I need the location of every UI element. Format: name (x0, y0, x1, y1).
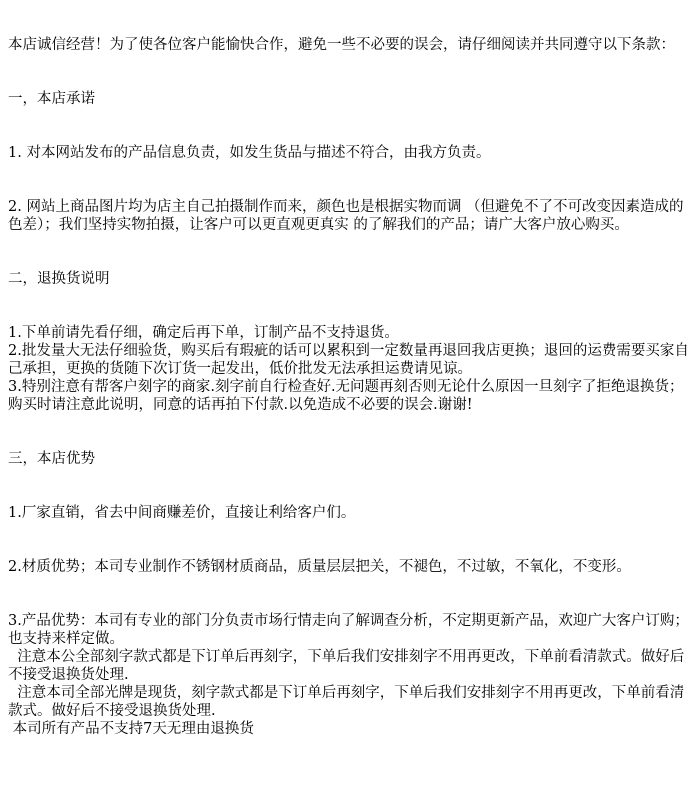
returns-item-3: 3.特别注意有帮客户刻字的商家.刻字前自行检查好.无问题再刻否则无论什么原因一旦刻字了拒绝退换货；购买时请注意此说明，同意的话再拍下付款.以免造成不必要的误会.谢谢! (8, 379, 684, 413)
section-heading-returns: 二，退换货说明 (8, 271, 110, 287)
commitment-item-2: 2. 网站上商品图片均为店主自己拍摄制作而来，颜色也是根据实物而调 （但避免不了不可改变因素造成的色差）；我们坚持实物拍摄，让客户可以更直观更真实 的了解我们的产品；请广大客户放心购买。 (8, 199, 684, 233)
section-heading-commitment: 一，本店承诺 (8, 91, 95, 107)
section-heading-advantages: 三，本店优势 (8, 451, 95, 467)
advantages-item-1: 1.厂家直销，省去中间商赚差价，直接让利给客户们。 (8, 505, 356, 521)
store-terms-notice (8, 0, 692, 738)
intro-text: 本店诚信经营！为了使各位客户能愉快合作，避免一些不必要的误会，请仔细阅读并共同遵守以下条款： (8, 37, 675, 53)
no-return-note: 本司所有产品不支持7天无理由退换货 (8, 721, 254, 737)
returns-item-2: 2.批发量大无法仔细验货，购买后有瑕疵的话可以累积到一定数量再退回我店更换；退回的运费需要买家自己承担，更换的货随下次订货一起发出，低价批发无法承担运费请见谅。 (8, 343, 689, 377)
engraving-note-1: 注意本公全部刻字款式都是下订单后再刻字，下单后我们安排刻字不用再更改，下单前看清款式。做好后不接受退换货处理. (8, 649, 685, 683)
advantages-item-3: 3.产品优势：本司有专业的部门分负责市场行情走向了解调查分析，不定期更新产品，欢迎广大客户订购；也支持来样定做。 (8, 613, 689, 647)
commitment-item-1: 1. 对本网站发布的产品信息负责，如发生货品与描述不符合，由我方负责。 (8, 145, 491, 161)
returns-item-1: 1.下单前请先看仔细，确定后再下单，订制产品不支持退货。 (8, 325, 399, 341)
advantages-item-2: 2.材质优势；本司专业制作不锈钢材质商品，质量层层把关，不褪色，不过敏，不氧化，不变形。 (8, 559, 631, 575)
engraving-note-2: 注意本司全部光牌是现货，刻字款式都是下订单后再刻字，下单后我们安排刻字不用再更改，下单前看清款式。做好后不接受退换货处理. (8, 685, 685, 719)
